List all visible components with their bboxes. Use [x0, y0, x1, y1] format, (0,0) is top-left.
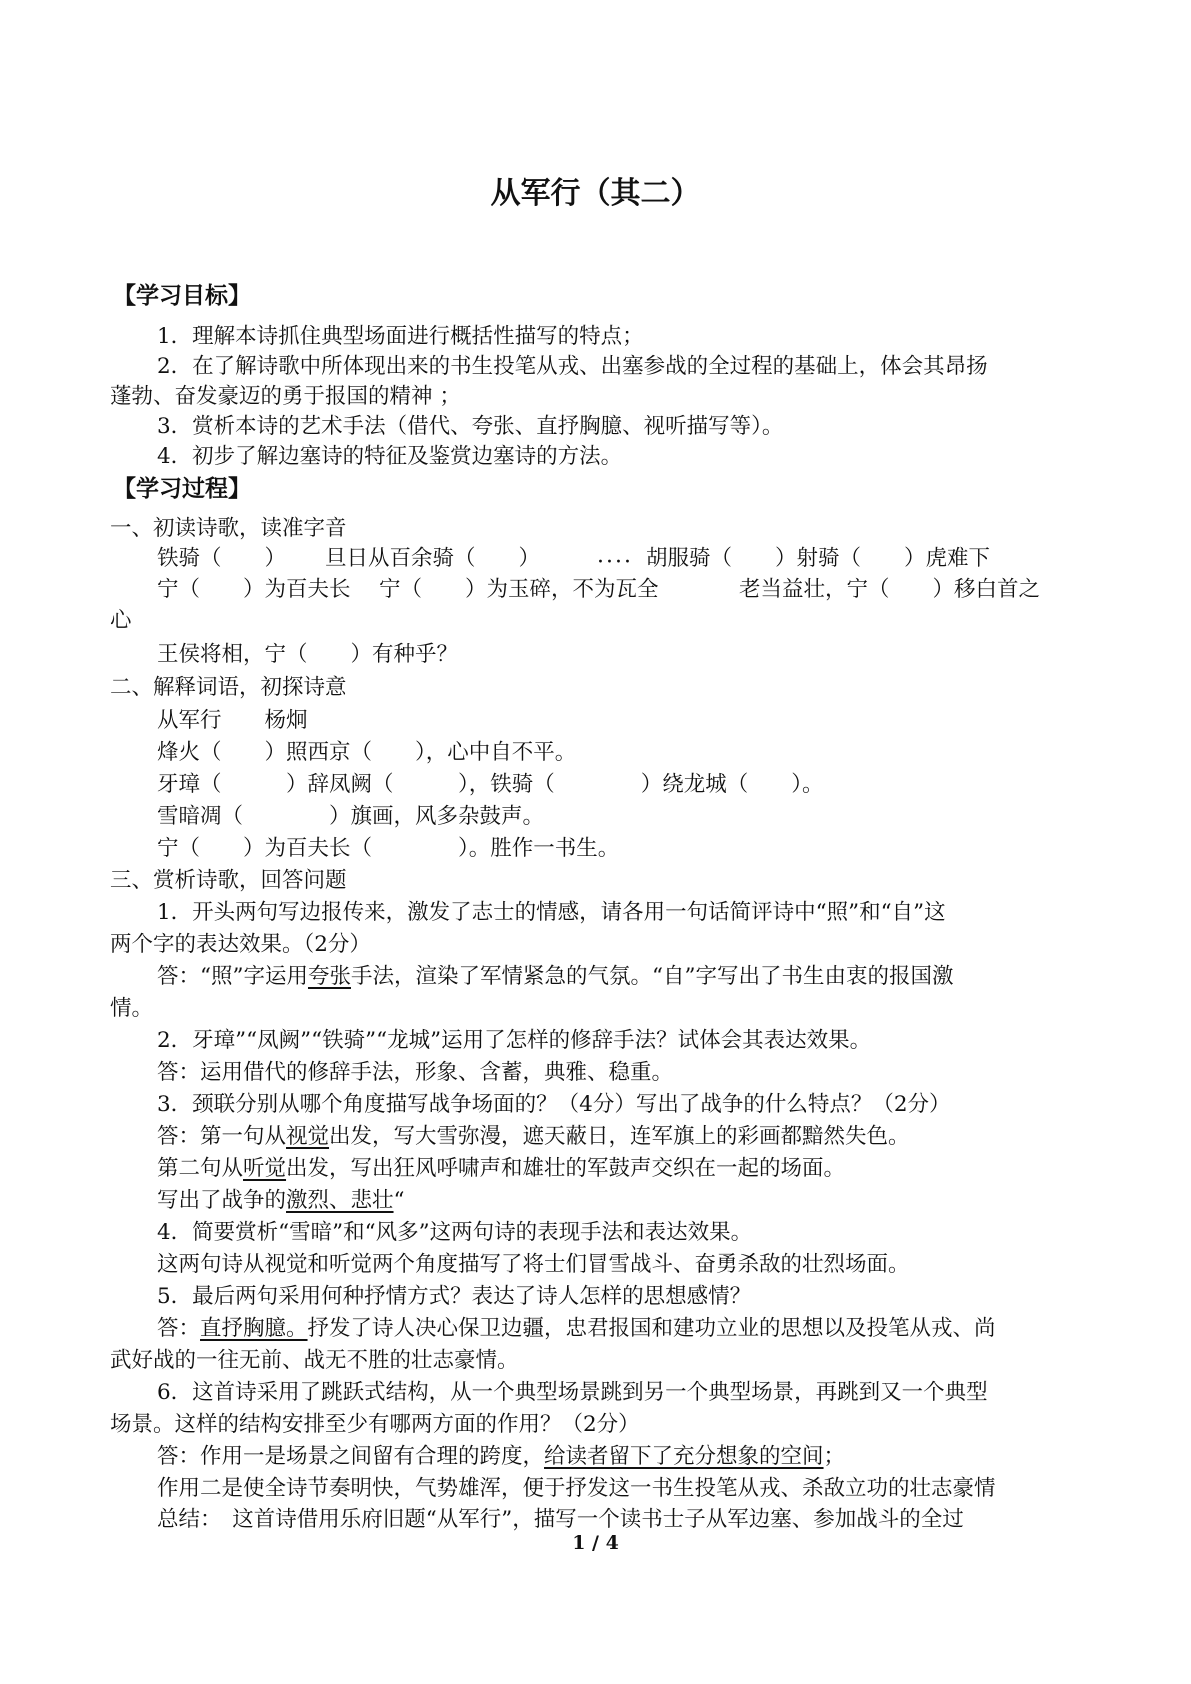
- pronunciation-wrap: 心: [110, 608, 132, 633]
- process-heading: 【学习过程】: [113, 476, 251, 502]
- question: 4．简要赏析“雪暗”和“风多”这两句诗的表现手法和表达效果。: [157, 1220, 753, 1245]
- question: 两个字的表达效果。（2分）: [110, 932, 371, 957]
- answer-text: 答：“照”字运用: [157, 964, 308, 989]
- objective-item: 蓬勃、奋发豪迈的勇于报国的精神 ；: [110, 384, 461, 409]
- answer-text: 抒发了诗人决心保卫边疆，忠君报国和建功立业的思想以及投笔从戎、尚: [307, 1316, 996, 1341]
- answer: [157, 962, 954, 992]
- answer-text: 答：第一句从: [157, 1124, 287, 1149]
- answer-text: 答：作用一是场景之间留有合理的跨度，: [157, 1444, 545, 1469]
- question: 5．最后两句采用何种抒情方式？表达了诗人怎样的思想感情？: [157, 1284, 752, 1309]
- answer: [157, 1122, 910, 1152]
- pron-item: 铁骑（ ）: [157, 546, 287, 571]
- answer-text: 第二句从: [157, 1156, 244, 1181]
- answer-text: 出发，写大雪弥漫，遮天蔽日，连军旗上的彩画都黯然失色。: [329, 1124, 910, 1149]
- pron-item: 宁（ ）为玉碎，不为瓦全: [379, 577, 659, 602]
- underlined-keyword: 激烈、悲壮: [286, 1188, 394, 1213]
- part2-heading: 二、解释词语，初探诗意: [110, 675, 347, 700]
- underlined-keyword: 视觉: [286, 1124, 330, 1149]
- emphasis-dots: ····: [597, 550, 633, 575]
- underlined-keyword: 夸张: [307, 964, 351, 989]
- page-title: 从军行（其二）: [490, 176, 701, 211]
- pronunciation-row: 王侯将相，宁（ ）有种乎？: [157, 642, 459, 667]
- question: 场景。这样的结构安排至少有哪两方面的作用？（2分）: [110, 1412, 640, 1437]
- objective-item: 1．理解本诗抓住典型场面进行概括性描写的特点；: [157, 324, 644, 349]
- pron-item: 骑（ ）虎难下: [818, 546, 991, 571]
- answer: [157, 1314, 996, 1344]
- underlined-keyword: 直抒胸臆。: [200, 1316, 308, 1341]
- answer: 武好战的一往无前、战无不胜的壮志豪情。: [110, 1348, 519, 1373]
- poem-line: 烽火（ ）照西京（ ），心中自不平。: [157, 740, 577, 765]
- pron-item: 胡服骑（ ）射: [646, 546, 819, 571]
- objective-item: 3．赏析本诗的艺术手法（借代、夸张、直抒胸臆、视听描写等）。: [157, 414, 784, 439]
- answer-text: 手法，渲染了军情紧急的气氛。“自”字写出了书生由衷的报国激: [351, 964, 954, 989]
- page-number: 1 / 4: [572, 1532, 619, 1554]
- poem-line: 从军行 杨炯: [157, 708, 308, 733]
- question: 6．这首诗采用了跳跃式结构，从一个典型场景跳到另一个典型场景，再跳到又一个典型: [157, 1380, 988, 1405]
- part3-heading: 三、赏析诗歌，回答问题: [110, 868, 347, 893]
- pron-item: 旦日从百余骑（ ）: [325, 546, 541, 571]
- answer: [157, 1442, 845, 1472]
- answer: 这两句诗从视觉和听觉两个角度描写了将士们冒雪战斗、奋勇杀敌的壮烈场面。: [157, 1252, 910, 1277]
- poem-line: 雪暗凋（ ）旗画，风多杂鼓声。: [157, 804, 545, 829]
- answer-text: “: [393, 1188, 405, 1213]
- poem-line: 宁（ ）为百夫长（ ）。胜作一书生。: [157, 836, 620, 861]
- answer-text: 出发，写出狂风呼啸声和雄壮的军鼓声交织在一起的场面。: [286, 1156, 846, 1181]
- poem-line: 牙璋（ ）辞凤阙（ ），铁骑（ ）绕龙城（ ）。: [157, 772, 824, 797]
- objectives-heading: 【学习目标】: [113, 283, 251, 309]
- answer: [157, 1154, 845, 1184]
- question: 3．颈联分别从哪个角度描写战争场面的？（4分）写出了战争的什么特点？（2分）: [157, 1092, 951, 1117]
- objective-item: 2．在了解诗歌中所体现出来的书生投笔从戎、出塞参战的全过程的基础上，体会其昂扬: [157, 354, 988, 379]
- answer-text: 写出了战争的: [157, 1188, 287, 1213]
- part1-heading: 一、初读诗歌，读准字音: [110, 516, 347, 541]
- answer: 作用二是使全诗节奏明快，气势雄浑，便于抒发这一书生投笔从戎、杀敌立功的壮志豪情: [157, 1476, 996, 1501]
- pron-item: 老当益壮，宁（ ）移白首之: [739, 577, 1041, 602]
- pronunciation-row: [157, 544, 990, 574]
- answer: 情。: [110, 996, 154, 1021]
- underlined-keyword: 听觉: [243, 1156, 287, 1181]
- question: 1．开头两句写边报传来，激发了志士的情感，请各用一句话简评诗中“照”和“自”这: [157, 900, 946, 925]
- objective-item: 4．初步了解边塞诗的特征及鉴赏边塞诗的方法。: [157, 444, 623, 469]
- answer-text: 答：: [157, 1316, 201, 1341]
- answer: [157, 1186, 405, 1216]
- underlined-keyword: 给读者留下了充分想象的空间: [544, 1444, 824, 1469]
- summary: 总结： 这首诗借用乐府旧题“从军行”，描写一个读书士子从军边塞、参加战斗的全过: [157, 1507, 964, 1532]
- question: 2．牙璋”“凤阙”“铁骑”“龙城”运用了怎样的修辞手法？试体会其表达效果。: [157, 1028, 872, 1053]
- answer: 答：运用借代的修辞手法，形象、含蓄，典雅、稳重。: [157, 1060, 674, 1085]
- pron-item: 宁（ ）为百夫长: [157, 577, 351, 602]
- pronunciation-row: [157, 575, 1040, 605]
- answer-text: ；: [823, 1444, 846, 1469]
